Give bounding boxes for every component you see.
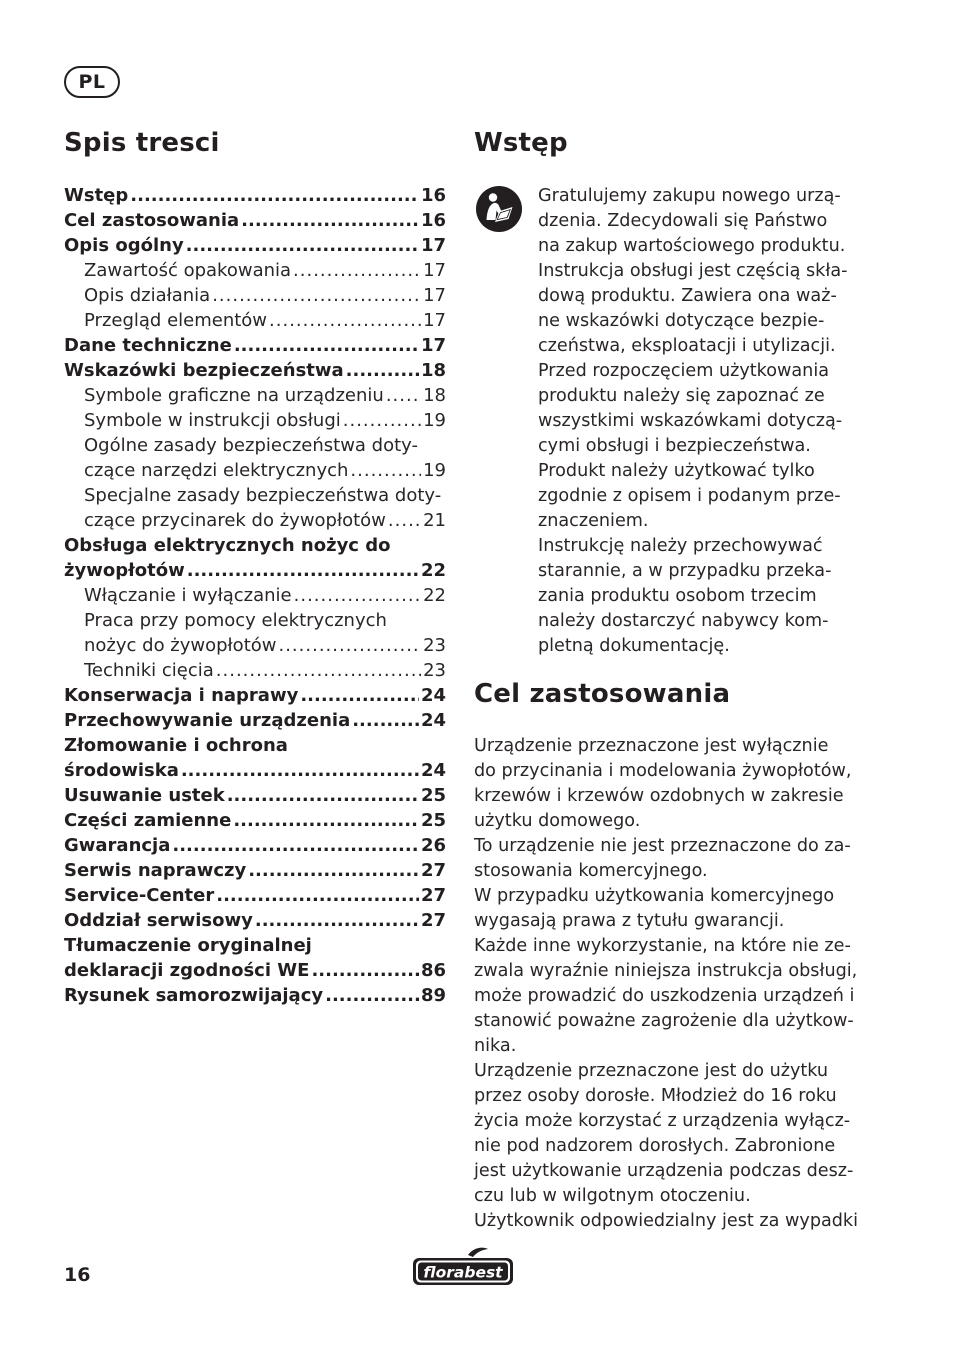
toc-page-number: 17 [423, 310, 446, 331]
toc-entry [64, 908, 446, 933]
toc-line [64, 258, 446, 283]
toc-page-number: 17 [420, 235, 446, 256]
text-line: Użytkownik odpowiedzialny jest za wypadki [474, 1211, 859, 1231]
text-line: nie pod nadzorem dorosłych. Zabronione [474, 1136, 836, 1156]
toc-entry-label: deklaracji zgodności WE [64, 960, 310, 981]
text-line: To urządzenie nie jest przeznaczone do za- [474, 836, 851, 856]
toc-entry [64, 433, 446, 483]
toc-dot-leader [293, 258, 421, 283]
toc-line [64, 733, 446, 758]
toc-entry [64, 533, 446, 583]
text-line: przez osoby dorosłe. Młodzież do 16 roku [474, 1086, 837, 1106]
toc-dot-leader [300, 683, 419, 708]
toc-entry [64, 858, 446, 883]
toc-page-number: 24 [420, 685, 446, 706]
toc-entry [64, 983, 446, 1008]
toc-entry [64, 708, 446, 733]
toc-entry [64, 933, 446, 983]
text-line: czu lub w wilgotnym otoczeniu. [474, 1186, 751, 1206]
toc-line [64, 883, 446, 908]
toc-line [64, 608, 446, 633]
toc-dot-leader [346, 358, 419, 383]
toc-entry-label: Wstęp [64, 185, 129, 206]
toc-entry-label: Symbole w instrukcji obsługi [84, 410, 341, 431]
text-line: zania produktu osobom trzecim [538, 586, 817, 606]
toc-entry-label: Techniki cięcia [84, 660, 214, 681]
toc-page-number: 24 [420, 710, 446, 731]
toc-line [64, 633, 446, 658]
toc-line [64, 383, 446, 408]
introduction-text [538, 184, 848, 659]
text-line: Gratulujemy zakupu nowego urzą- [538, 186, 841, 206]
toc-line [64, 233, 446, 258]
toc-page-number: 23 [423, 635, 446, 656]
toc-page-number: 19 [423, 410, 446, 431]
text-line: może prowadzić do uszkodzenia urządzeń i [474, 986, 855, 1006]
toc-dot-leader [311, 958, 418, 983]
text-line: dową produktu. Zawiera ona waż- [538, 286, 837, 306]
toc-entry-label: Konserwacja i naprawy [64, 685, 299, 706]
toc-entry-label: Tłumaczenie oryginalnej [64, 935, 312, 956]
toc-entry-label: Przechowywanie urządzenia [64, 710, 351, 731]
toc-line [64, 958, 446, 983]
introduction-title: Wstęp [474, 128, 568, 158]
toc-page-number: 26 [420, 835, 446, 856]
toc-line [64, 808, 446, 833]
toc-page-number: 23 [423, 660, 446, 681]
text-line: jest użytkowanie urządzenia podczas desz- [474, 1161, 854, 1181]
page-number: 16 [64, 1264, 91, 1286]
text-line: cymi obsługi i bezpieczeństwa. [538, 436, 811, 456]
toc-entry-label: czące narzędzi elektrycznych [84, 460, 349, 481]
toc-dot-leader [343, 408, 421, 433]
toc-entry-label: Rysunek samorozwijający [64, 985, 324, 1006]
toc-dot-leader [241, 208, 419, 233]
text-line: Urządzenie przeznaczone jest wyłącznie [474, 736, 829, 756]
table-of-contents [64, 183, 446, 1008]
toc-entry-label: Dane techniczne [64, 335, 232, 356]
text-line: Urządzenie przeznaczone jest do użytku [474, 1061, 829, 1081]
toc-dot-leader [186, 233, 419, 258]
toc-line [64, 583, 446, 608]
toc-line [64, 508, 446, 533]
toc-page-number: 89 [420, 985, 446, 1006]
toc-entry [64, 683, 446, 708]
text-line: na zakup wartościowego produktu. [538, 236, 846, 256]
text-line: do przycinania i modelowania żywopłotów, [474, 761, 852, 781]
toc-page-number: 25 [420, 810, 446, 831]
toc-entry [64, 308, 446, 333]
toc-entry [64, 483, 446, 533]
toc-line [64, 983, 446, 1008]
toc-line [64, 283, 446, 308]
intended-use-title: Cel zastosowania [474, 679, 731, 709]
text-line: czeństwa, eksploatacji i utylizacji. [538, 336, 836, 356]
toc-page-number: 17 [420, 335, 446, 356]
text-line: Instrukcję należy przechowywać [538, 536, 823, 556]
toc-dot-leader [216, 883, 419, 908]
toc-dot-leader [130, 183, 419, 208]
toc-page-number: 22 [420, 560, 446, 581]
toc-entry-label: Cel zastosowania [64, 210, 240, 231]
toc-line [64, 483, 446, 508]
toc-page-number: 25 [420, 785, 446, 806]
toc-entry [64, 233, 446, 258]
toc-dot-leader [187, 558, 419, 583]
text-line: znaczeniem. [538, 511, 649, 531]
toc-page-number: 16 [420, 210, 446, 231]
florabest-logo [410, 1246, 516, 1288]
text-line: stanowić poważne zagrożenie dla użytkow- [474, 1011, 854, 1031]
toc-dot-leader [255, 908, 419, 933]
intended-use-text [474, 734, 858, 1234]
toc-entry-label: środowiska [64, 760, 179, 781]
toc-dot-leader [248, 858, 419, 883]
toc-entry-label: Obsługa elektrycznych nożyc do [64, 535, 391, 556]
toc-dot-leader [227, 783, 419, 808]
text-line: stosowania komercyjnego. [474, 861, 708, 881]
toc-page-number: 18 [423, 385, 446, 406]
toc-page-number: 27 [420, 885, 446, 906]
language-badge: PL [64, 66, 120, 98]
text-line: ne wskazówki dotyczące bezpie- [538, 311, 825, 331]
toc-dot-leader [388, 508, 421, 533]
toc-entry-label: Usuwanie ustek [64, 785, 225, 806]
toc-line [64, 358, 446, 383]
toc-entry [64, 383, 446, 408]
toc-dot-leader [294, 583, 421, 608]
toc-entry-label: Części zamienne [64, 810, 232, 831]
toc-entry-label: Wskazówki bezpieczeństwa [64, 360, 344, 381]
toc-entry [64, 833, 446, 858]
toc-line [64, 183, 446, 208]
text-line: pletną dokumentację. [538, 636, 730, 656]
toc-line [64, 933, 446, 958]
toc-entry-label: Serwis naprawczy [64, 860, 247, 881]
toc-dot-leader [386, 383, 421, 408]
toc-dot-leader [181, 758, 419, 783]
text-line: zgodnie z opisem i podanym prze- [538, 486, 841, 506]
toc-dot-leader [234, 333, 419, 358]
text-line: Instrukcja obsługi jest częścią skła- [538, 261, 848, 281]
toc-line [64, 433, 446, 458]
toc-page-number: 17 [423, 285, 446, 306]
text-line: użytku domowego. [474, 811, 641, 831]
text-line: Produkt należy użytkować tylko [538, 461, 815, 481]
toc-line [64, 858, 446, 883]
toc-entry [64, 733, 446, 783]
toc-line [64, 783, 446, 808]
toc-line [64, 308, 446, 333]
toc-page-number: 21 [423, 510, 446, 531]
toc-dot-leader [269, 308, 421, 333]
toc-line [64, 558, 446, 583]
text-line: wygasają prawa z tytułu gwarancji. [474, 911, 785, 931]
text-line: wszystkimi wskazówkami dotyczą- [538, 411, 843, 431]
toc-page-number: 22 [423, 585, 446, 606]
toc-entry-label: Ogólne zasady bezpieczeństwa doty- [84, 435, 419, 456]
toc-entry-label: Opis działania [84, 285, 211, 306]
read-manual-icon [476, 186, 522, 232]
toc-entry [64, 258, 446, 283]
toc-page-number: 27 [420, 910, 446, 931]
toc-line [64, 758, 446, 783]
toc-line [64, 833, 446, 858]
text-line: starannie, a w przypadku przeka- [538, 561, 832, 581]
text-line: życia może korzystać z urządzenia wyłącz- [474, 1111, 851, 1131]
text-line: Każde inne wykorzystanie, na które nie ze- [474, 936, 851, 956]
toc-entry [64, 358, 446, 383]
toc-dot-leader [352, 708, 419, 733]
toc-dot-leader [212, 283, 421, 308]
toc-entry-label: Zawartość opakowania [84, 260, 292, 281]
toc-page-number: 16 [420, 185, 446, 206]
toc-entry-label: Service-Center [64, 885, 215, 906]
toc-entry [64, 183, 446, 208]
toc-entry-label: Złomowanie i ochrona [64, 735, 288, 756]
toc-entry [64, 283, 446, 308]
text-line: dzenia. Zdecydowali się Państwo [538, 211, 828, 231]
toc-dot-leader [325, 983, 419, 1008]
toc-page-number: 18 [420, 360, 446, 381]
toc-entry [64, 808, 446, 833]
toc-line [64, 658, 446, 683]
toc-entry-label: Włączanie i wyłączanie [84, 585, 292, 606]
toc-line [64, 458, 446, 483]
toc-line [64, 208, 446, 233]
toc-entry [64, 583, 446, 608]
text-line: nika. [474, 1036, 517, 1056]
toc-line [64, 908, 446, 933]
text-line: Przed rozpoczęciem użytkowania [538, 361, 829, 381]
toc-dot-leader [216, 658, 421, 683]
toc-entry [64, 658, 446, 683]
toc-page-number: 17 [423, 260, 446, 281]
toc-entry-label: czące przycinarek do żywopłotów [84, 510, 386, 531]
toc-entry [64, 608, 446, 658]
text-line: produktu należy się zapoznać ze [538, 386, 825, 406]
toc-entry-label: Opis ogólny [64, 235, 184, 256]
text-line: należy dostarczyć nabywcy kom- [538, 611, 829, 631]
toc-dot-leader [172, 833, 419, 858]
toc-page-number: 86 [420, 960, 446, 981]
toc-entry-label: Gwarancja [64, 835, 171, 856]
toc-dot-leader [233, 808, 419, 833]
toc-entry [64, 783, 446, 808]
toc-entry-label: Przegląd elementów [84, 310, 268, 331]
text-line: W przypadku użytkowania komercyjnego [474, 886, 835, 906]
toc-line [64, 408, 446, 433]
toc-entry-label: żywopłotów [64, 560, 185, 581]
toc-line [64, 683, 446, 708]
toc-entry-label: Symbole graficzne na urządzeniu [84, 385, 384, 406]
toc-entry-label: Praca przy pomocy elektrycznych [84, 610, 387, 631]
toc-line [64, 708, 446, 733]
toc-line [64, 533, 446, 558]
toc-dot-leader [278, 633, 421, 658]
toc-entry [64, 333, 446, 358]
toc-page-number: 24 [420, 760, 446, 781]
text-line: krzewów i krzewów ozdobnych w zakresie [474, 786, 844, 806]
toc-entry-label: Specjalne zasady bezpieczeństwa doty- [84, 485, 442, 506]
text-line: zwala wyraźnie niniejsza instrukcja obsługi, [474, 961, 858, 981]
toc-entry [64, 883, 446, 908]
toc-entry [64, 408, 446, 433]
toc-page-number: 19 [423, 460, 446, 481]
toc-line [64, 333, 446, 358]
toc-entry [64, 208, 446, 233]
toc-entry-label: Oddział serwisowy [64, 910, 253, 931]
toc-entry-label: nożyc do żywopłotów [84, 635, 277, 656]
toc-page-number: 27 [420, 860, 446, 881]
svg-text:florabest: florabest [423, 1263, 503, 1282]
toc-dot-leader [350, 458, 421, 483]
toc-title: Spis tresci [64, 128, 220, 158]
